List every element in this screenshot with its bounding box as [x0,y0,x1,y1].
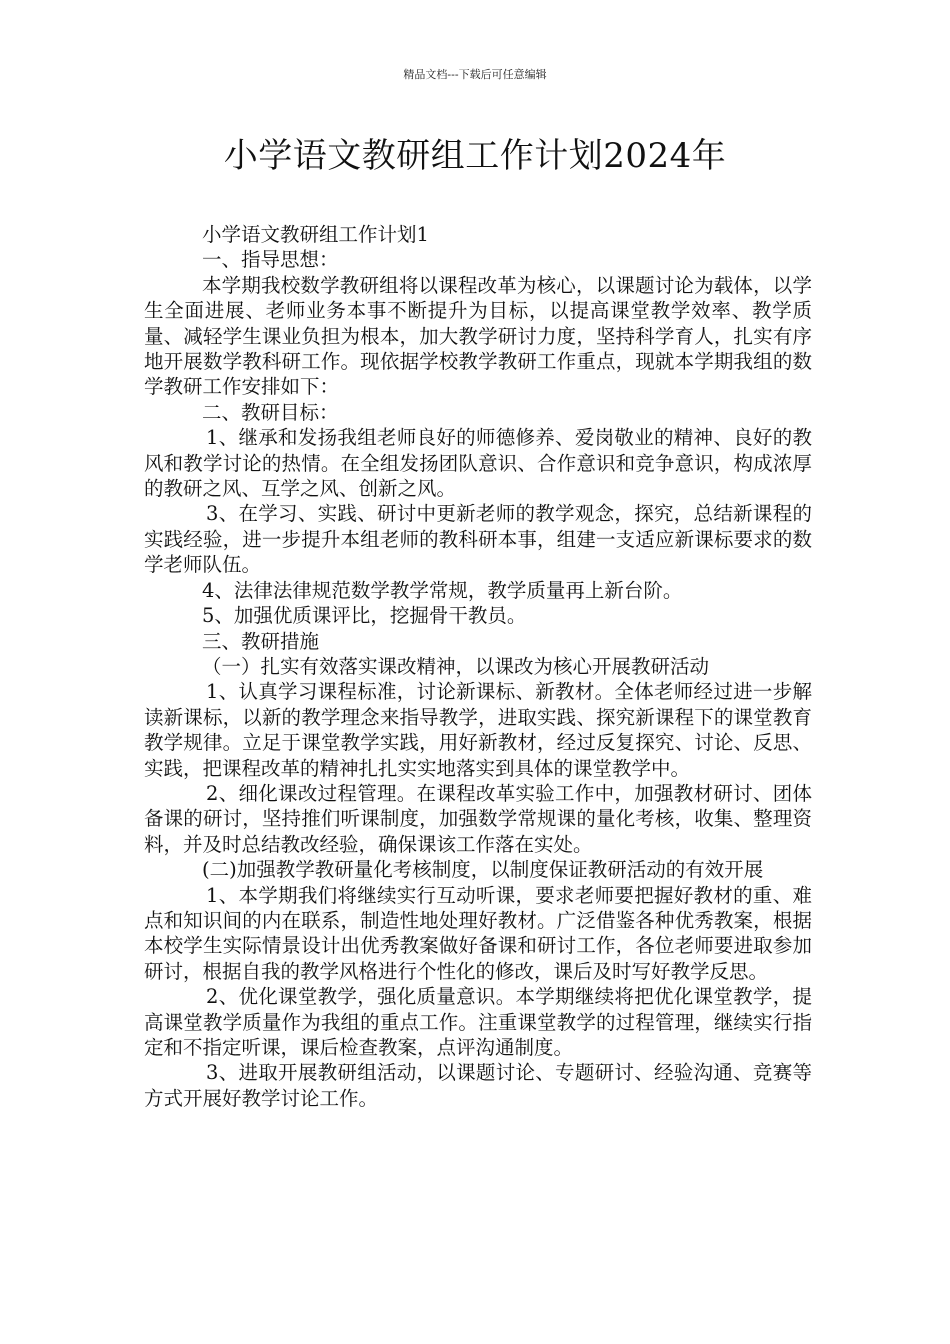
paragraph: 4、法律法律规范数学教学常规，教学质量再上新台阶。 [202,578,683,602]
heading-research-measures: 三、教研措施 [202,629,320,653]
sub-heading: （一）扎实有效落实课改精神，以课改为核心开展教研活动 [202,654,710,678]
paragraph: 1、本学期我们将继续实行互动听课，要求老师要把握好教材的重、难点和知识间的内在联系，制造性地处理好教材。广泛借鉴各种优秀教案，根据本校学生实际情景设计出优秀教案做好备课和研讨工作，各位老师要进取参加研讨，根据自我的教学风格进行个性化的修改，课后及时写好教学反思。 [144,883,812,983]
paragraph: 3、在学习、实践、研讨中更新老师的教学观念，探究，总结新课程的实践经验，进一步提升本组老师的教科研本事，组建一支适应新课标要求的数学老师队伍。 [144,502,812,577]
document-body [144,222,812,1111]
paragraph: 3、进取开展教研组活动，以课题讨论、专题研讨、经验沟通、竞赛等方式开展好教学讨论工作。 [144,1061,812,1110]
paragraph: 1、继承和发扬我组老师良好的师德修养、爱岗敬业的精神、良好的教风和教学讨论的热情。在全组发扬团队意识、合作意识和竞争意识，构成浓厚的教研之风、互学之风、创新之风。 [144,426,812,501]
heading-research-goals: 二、教研目标： [202,400,339,424]
heading-guiding-thought: 一、指导思想： [202,248,339,272]
paragraph: 本学期我校数学教研组将以课程改革为核心，以课题讨论为载体，以学生全面进展、老师业务本事不断提升为目标，以提高课堂教学效率、教学质量、减轻学生课业负担为根本，加大教学研讨力度，坚持科学育人，扎实有序地开展数学教科研工作。现依据学校教学教研工作重点，现就本学期我组的数学教研工作安排如下： [144,273,812,399]
paragraph: 5、加强优质课评比，挖掘骨干教员。 [202,604,527,628]
document-title: 小学语文教研组工作计划2024年 [223,136,727,176]
section-title: 小学语文教研组工作计划1 [202,223,429,246]
paragraph: 2、优化课堂教学，强化质量意识。本学期继续将把优化课堂教学，提高课堂教学质量作为我组的重点工作。注重课堂教学的过程管理，继续实行指定和不指定听课，课后检查教案，点评沟通制度。 [144,985,812,1059]
page-header: 精品文档---下载后可任意编辑 [403,68,547,81]
paragraph: 1、认真学习课程标准，讨论新课标、新教材。全体老师经过进一步解读新课标，以新的教学理念来指导教学，进取实践、探究新课程下的课堂教育教学规律。立足于课堂教学实践，用好新教材，经过反复探究、讨论、反思、实践，把课程改革的精神扎扎实实地落实到具体的课堂教学中。 [144,680,812,780]
paragraph: 2、细化课改过程管理。在课程改革实验工作中，加强教材研讨、团体备课的研讨，坚持推们听课制度，加强数学常规课的量化考核，收集、整理资料，并及时总结教改经验，确保课该工作落在实处。 [144,781,812,856]
sub-heading: (二)加强教学教研量化考核制度，以制度保证教研活动的有效开展 [202,858,764,882]
